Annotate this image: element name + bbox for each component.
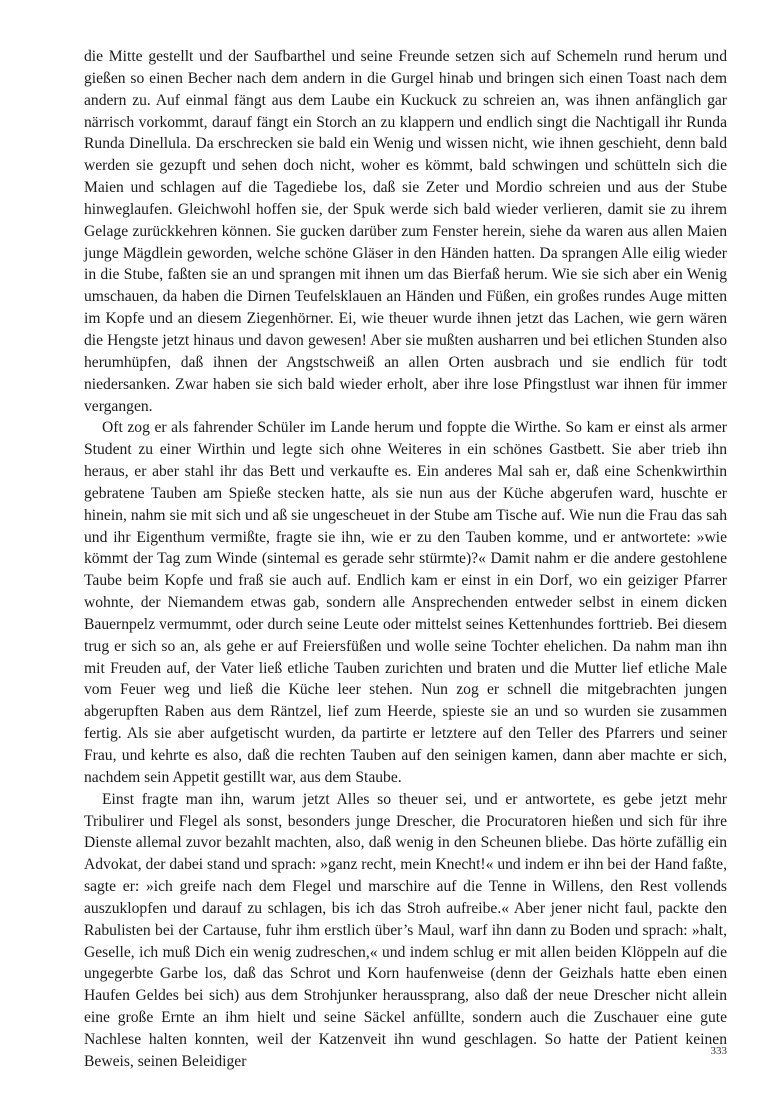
page-number: 333 bbox=[710, 1045, 727, 1057]
paragraph-fahrender-schueler: Oft zog er als fahrender Schüler im Lande herum und foppte die Wirthe. So kam er einst als armer Student zu einer Wirthin und legte sich ohne Weiteres in ein schönes Gastbett. Sie aber trieb ihn heraus, er aber stahl ihr das Bett und verkaufte es. Ein anderes Mal sah er, daß eine Schenkwirthin gebratene Tauben am Spieße stecken hatte, als sie nun aus der Küche abgerufen ward, huschte er hinein, nahm sie mit sich und aß sie ungescheuet in der Stube am Tische auf. Wie nun die Frau das sah und ihr Eigenthum vermißte, fragte sie ihn, wie er zu den Tauben komme, und er antwortete: »wie kömmt der Tag zum Winde (sintemal es gerade sehr stürmte)?« Damit nahm er die andere gestohlene Taube beim Kopfe und fraß sie auch auf. Endlich kam er einst in ein Dorf, wo ein geiziger Pfarrer wohnte, der Niemandem etwas gab, sondern alle Ansprechenden entweder selbst in einem dicken Bauernpelz vermummt, oder durch seine Leute oder mittelst seines Kettenhundes forttrieb. Bei diesem trug er sich so an, als gehe er auf Freiersfüßen und wolle seine Tochter ehelichen. Da nahm man ihn mit Freuden auf, der Vater ließ etliche Tauben zurichten und braten und die Mutter lief etliche Male vom Feuer weg und ließ die Küche leer stehen. Nun zog er schnell die mitgebrachten jungen abgerupften Raben aus dem Räntzel, lief zum Heerde, spieste sie an und so wurden sie zusammen fertig. Als sie aber aufgetischt wurden, da partirte er letztere auf den Teller des Pfarrers und seiner Frau, und kehrte es also, daß die rechten Tauben auf den seinigen kamen, dann aber machte er sich, nachdem sein Appetit gestillt war, aus dem Staube. bbox=[84, 419, 727, 786]
paragraph-saufbarthel: die Mitte gestellt und der Saufbarthel und seine Freunde setzen sich auf Schemeln rund herum und gießen so einen Becher nach dem andern in die Gurgel hinab und bringen sich einen Toast nach dem andern zu. Auf einmal fängt aus dem Laube ein Kuckuck zu schreien an, was ihnen anfänglich gar närrisch vorkommt, darauf fängt ein Storch an zu klappern und endlich singt die Nachtigall ihr Runda Runda Dinellula. Da erschrecken sie bald ein Wenig und wissen nicht, wie ihnen geschieht, denn bald werden sie gezupft und sehen doch nicht, woher es kömmt, bald schwingen und schütteln sich die Maien und schlagen auf die Tagediebe los, daß sie Zeter und Mordio schreien und aus der Stube hinweglaufen. Gleichwohl hoffen sie, der Spuk werde sich bald wieder verlieren, damit sie zu ihrem Gelage zurückkehren können. Sie gucken darüber zum Fenster herein, siehe da waren aus allen Maien junge Mägdlein geworden, welche schöne Gläser in den Händen hatten. Da sprangen Alle eilig wieder in die Stube, faßten sie an und sprangen mit ihnen um das Bierfaß herum. Wie sie sich aber ein Wenig umschauen, da haben die Dirnen Teufelsklauen an Händen und Füßen, ein großes rundes Auge mitten im Kopfe und an diesem Ziegenhörner. Ei, wie theuer wurde ihnen jetzt das Lachen, wie gern wären die Hengste jetzt hinaus und davon gewesen! Aber sie mußten ausharren und bei etlichen Stunden also herumhüpfen, daß ihnen der Angstschweiß an allen Orten ausbrach und sie endlich für todt niedersanken. Zwar haben sie sich bald wieder erholt, aber ihre lose Pfingstlust war ihnen für immer vergangen. bbox=[84, 48, 727, 415]
paragraph-drescher: Einst fragte man ihn, warum jetzt Alles so theuer sei, und er antwortete, es gebe jetzt mehr Tribulirer und Flegel als sonst, besonders junge Drescher, die Procuratoren hießen und sich für ihre Dienste allemal zuvor bezahlt machten, also, daß wenig in den Scheunen bliebe. Das hörte zufällig ein Advokat, der dabei stand und sprach: »ganz recht, mein Knecht!« und indem er ihn bei der Hand faßte, sagte er: »ich greife nach dem Flegel und marschire auf die Tenne in Willens, den Rest vollends auszuklopfen und darauf zu schlagen, bis ich das Stroh aufreibe.« Aber jener nicht faul, packte den Rabulisten bei der Cartause, fuhr ihm erstlich über’s Maul, warf ihn dann zu Boden und sprach: »halt, Geselle, ich muß Dich ein wenig zudreschen,« und indem schlug er mit allen beiden Klöppeln auf die ungegerbte Garbe los, daß das Schrot und Korn haufenweise (denn der Geizhals hatte eben einen Haufen Geldes bei sich) aus dem Strohjunker heraussprang, also daß der neue Drescher nicht allein eine große Ernte an ihm hielt und seine Säckel anfüllte, sondern auch die Zuschauer eine gute Nachlese halten konnten, weil der Katzenveit ihn wund geschlagen. So hatte der Patient keinen Beweis, seinen Beleidiger bbox=[84, 790, 727, 1070]
page-body bbox=[84, 46, 727, 1073]
